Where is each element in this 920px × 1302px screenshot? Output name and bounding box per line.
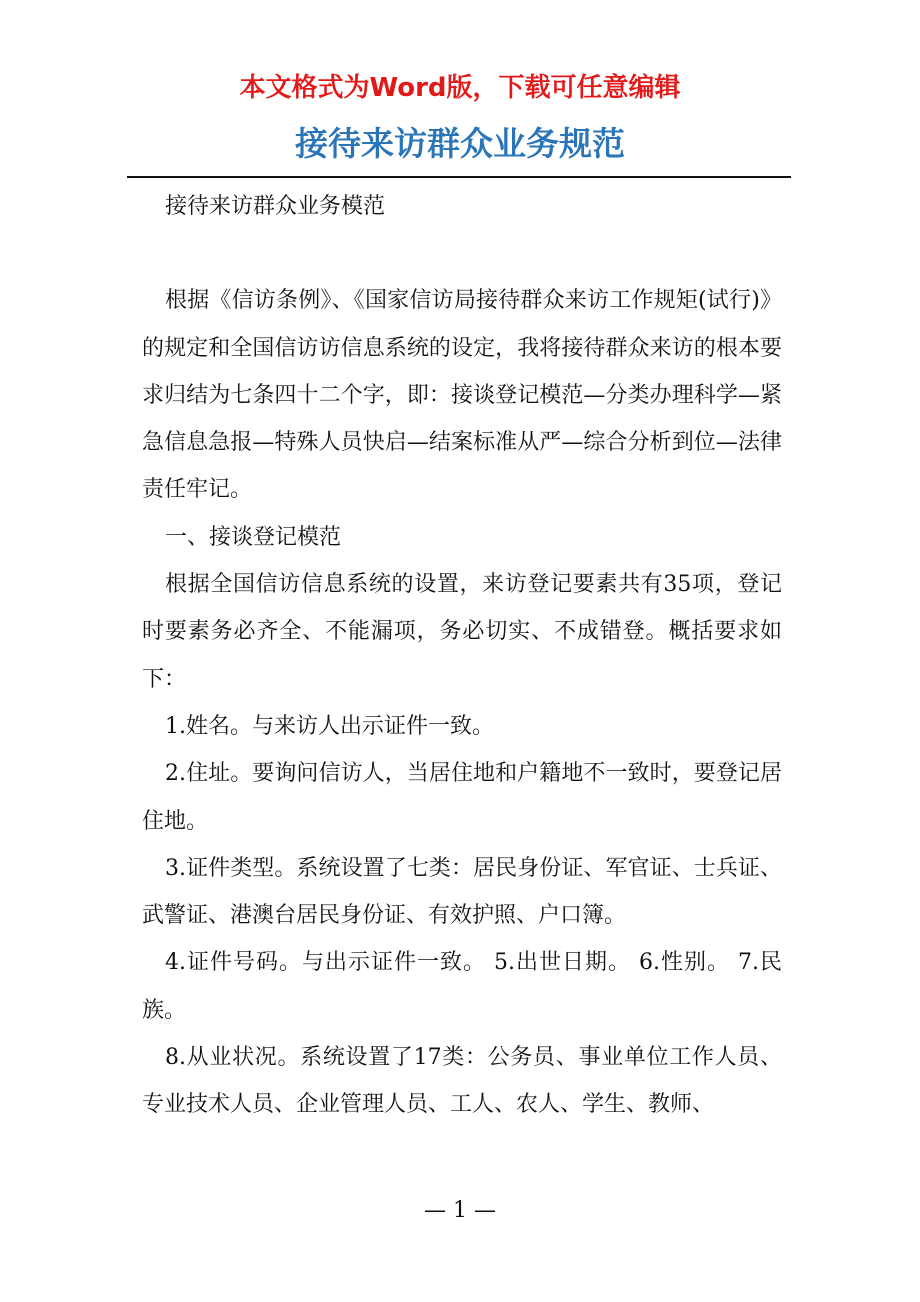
- list-item-address: 2.住址。要询问信访人，当居住地和户籍地不一致时，要登记居住地。: [142, 761, 782, 834]
- list-item-id-type: 3.证件类型。系统设置了七类：居民身份证、军官证、士兵证、武警证、港澳台居民身份证、有效护照、户口簿。: [142, 855, 782, 929]
- document-title: 接待来访群众业务规范: [295, 124, 625, 163]
- page-number: — 1 —: [424, 1198, 496, 1223]
- download-notice-banner: 本文格式为Word版，下载可任意编辑: [239, 73, 681, 103]
- list-item-occupation: 8.从业状况。系统设置了17类：公务员、事业单位工作人员、专业技术人员、企业管理人员、工人、农人、学生、教师、: [142, 1045, 782, 1118]
- body-paragraph: 根据全国信访信息系统的设置，来访登记要素共有35项，登记时要素务必齐全、不能漏项，务必切实、不成错登。概括要求如下：: [142, 572, 782, 692]
- intro-paragraph: 根据《信访条例》、《国家信访局接待群众来访工作规矩(试行)》的规定和全国信访访信息系统的设定，我将接待群众来访的根本要求归结为七条四十二个字，即：接谈登记模范—分类办理科学—紧急信息急报—特殊人员快启—结案标准从严—综合分析到位—法律责任牢记。: [142, 288, 782, 503]
- document-body: [142, 183, 782, 1129]
- list-item-name: 1.姓名。与来访人出示证件一致。: [165, 713, 494, 739]
- section-heading: 一、接谈登记模范: [165, 524, 342, 550]
- title-divider: [127, 176, 791, 178]
- list-item-id-number: 4.证件号码。与出示证件一致。 5.出世日期。 6.性别。 7.民族。: [142, 950, 782, 1023]
- subtitle-paragraph: 接待来访群众业务模范: [165, 194, 386, 219]
